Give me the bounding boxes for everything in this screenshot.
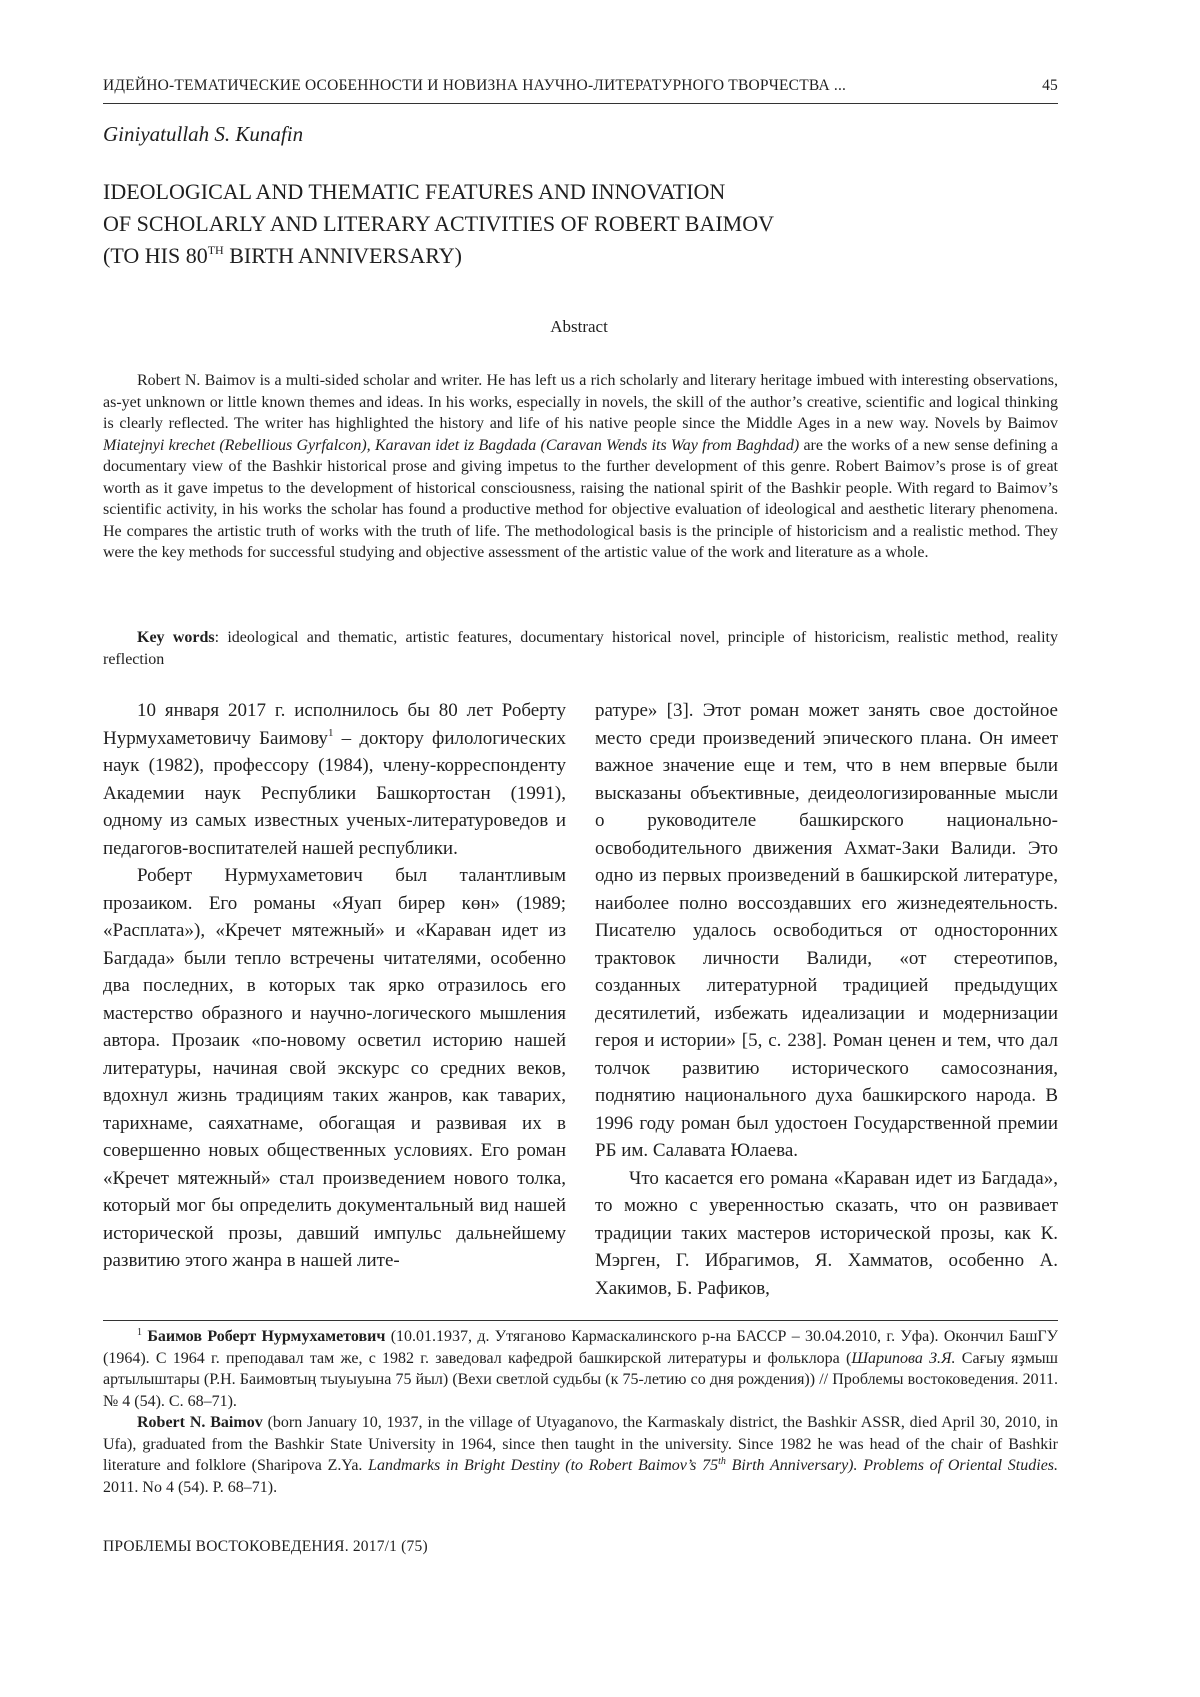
title-line-1: IDEOLOGICAL AND THEMATIC FEATURES AND INNOVATION [103,179,726,204]
title-line-2: OF SCHOLARLY AND LITERARY ACTIVITIES OF ROBERT BAIMOV [103,211,774,236]
paragraph: Что касается его романа «Караван идет из Багдада», то можно с уверенностью сказать, что он развивает традиции таких мастеров исторической прозы, как К. Мэрген, Г. Ибрагимов, Я. Хамматов, особенно А. Хакимов, Б. Рафиков, [595,1167,1058,1299]
title-superscript: TH [207,243,224,257]
footnote-en: Robert N. Baimov (born January 10, 1937, in the village of Utyaganovo, the Karmaskaly district, the Bashkir ASSR, died April 30, 2010, in Ufa), graduated from the Bashkir State University in 1964, since then taught in the university. Since 1982 he was head of the chair of Bashkir literature and folklore (Sharipova Z.Ya. Landmarks in Bright Destiny (to Robert Baimov’s 75th Birth Anniversary). Problems of Oriental Studies. 2011. No 4 (54). P. 68–71). [103,1414,1059,1496]
footnote-rule [103,1320,1058,1321]
footnotes [103,1326,1058,1498]
journal-footer: ПРОБЛЕМЫ ВОСТОКОВЕДЕНИЯ. 2017/1 (75) [103,1538,428,1555]
running-head [103,77,1058,95]
running-title: ИДЕЙНО-ТЕМАТИЧЕСКИЕ ОСОБЕННОСТИ И НОВИЗНА НАУЧНО-ЛИТЕРАТУРНОГО ТВОРЧЕСТВА ... [103,77,847,94]
abstract-text: Robert N. Baimov is a multi-sided scholar and writer. He has left us a rich scholarly and literary heritage imbued with interesting observations, as-yet unknown or little known themes and ideas. In his works, especially in novels, the skill of the author’s creative, scientific and logical thinking is clearly reflected. The writer has highlighted the history and life of his native people since the Middle Ages in a new way. Novels by Baimov Miatejnyi krechet (Rebellious Gyrfalcon), Karavan idet iz Bagdada (Caravan Wends its Way from Baghdad) are the works of a new sense defining a documentary view of the Bashkir historical prose and giving impetus to the further development of this genre. Robert Baimov’s prose is of great worth as it gave impetus to the development of historical consciousness, raising the national spirit of the Bashkir people. With regard to Baimov’s scientific activity, in his works the scholar has found a productive method for objective evaluation of ideological and aesthetic literary phenomena. He compares the artistic truth of works with the truth of life. The methodological basis is the principle of historicism and a realistic method. They were the key methods for successful studying and objective assessment of the artistic value of the work and literature as a whole. [103,372,1058,561]
footnote-ru: $^1$ Баимов Роберт Нурмухаметович (10.01.1937, д. Утяганово Кармаскалинского р-на БАССР – 30.04.2010, г. Уфа). Окончил БашГУ (1964). С 1964 г. преподавал там же, с 1982 г. заведовал кафедрой башкирской литературы и фольклора (Шарипова З.Я. Сағыу яҙмыш артылыштары (Р.Н. Баимовтың тыуыуына 75 йыл) (Вехи светлой судьбы (к 75-летию со дня рождения)) // Проблемы востоковедения. 2011. № 4 (54). С. 68–71). [103,1327,1059,1410]
footnote-ref: 1 [327,726,334,739]
keywords-text: : ideological and thematic, artistic features, documentary historical novel, principle of historicism, realistic method, reality reflection [103,629,1058,668]
header-rule [103,103,1058,104]
paragraph: 10 января 2017 г. исполнилось бы 80 лет Роберту Нурмухаметовичу Баимову$^1$ – доктору филологических наук (1982), профессору (1984), члену-корреспонденту Академии наук Республики Башкортостан (1991), одному из самых известных ученых-литературоведов и педагогов-воспитателей нашей республики. [103,700,567,859]
body-column-right [595,697,1058,1302]
abstract-heading: Abstract [550,317,608,336]
paragraph: ратуре» [3]. Этот роман может занять свое достойное место среди произведений эпического плана. Он имеет важное значение еще и тем, что в нем впервые были высказаны объективные, деидеологизированные мысли о руководителе башкирского национально-освободительного движения Ахмат-Заки Валиди. Это одно из первых произведений в башкирской литературе, наиболее полно воссоздавших его жизнедеятельность. Писателю удалось освободиться от односторонних трактовок личности Валиди, «от стереотипов, созданных литературной традицией предыдущих десятилетий, избежать идеализации и модернизации героя и истории» [5, с. 238]. Роман ценен и тем, что дал толчок развитию исторического самосознания, поднятию национального духа башкирского народа. В 1996 году роман был удостоен Государственной премии РБ им. Салавата Юлаева. [595,700,1058,1161]
paragraph: Роберт Нурмухаметович был талантливым прозаиком. Его романы «Яуап бирер көн» (1989; «Расплата»), «Кречет мятежный» и «Караван идет из Багдада» были тепло встречены читателями, особенно два последних, в которых так ярко отразилось его мастерство образного и научно-логического мышления автора. Прозаик «по-новому осветил историю нашей литературы, начиная свой экскурс со средних веков, вдохнул жизнь традициям таких жанров, как таварих, тарихнаме, саяхатнаме, обогащая и развивая их в совершенно новых общественных условиях. Его роман «Кречет мятежный» стал произведением нового толка, который мог бы определить документальный вид нашей исторической прозы, давший импульс дальнейшему развитию этого жанра в нашей лите- [103,865,566,1271]
keywords [103,627,1058,670]
title-line-3: (TO HIS 80TH BIRTH ANNIVERSARY) [103,243,462,268]
abstract-novel-titles: Miatejnyi krechet (Rebellious Gyrfalcon), Karavan idet iz Bagdada (Caravan Wends its Way from Baghdad) [103,436,800,454]
keywords-label: Key words [137,629,215,646]
body-column-left [103,697,566,1275]
author-name: Giniyatullah S. Kunafin [103,122,304,146]
article-title [103,176,1043,272]
page-number: 45 [1042,77,1058,94]
